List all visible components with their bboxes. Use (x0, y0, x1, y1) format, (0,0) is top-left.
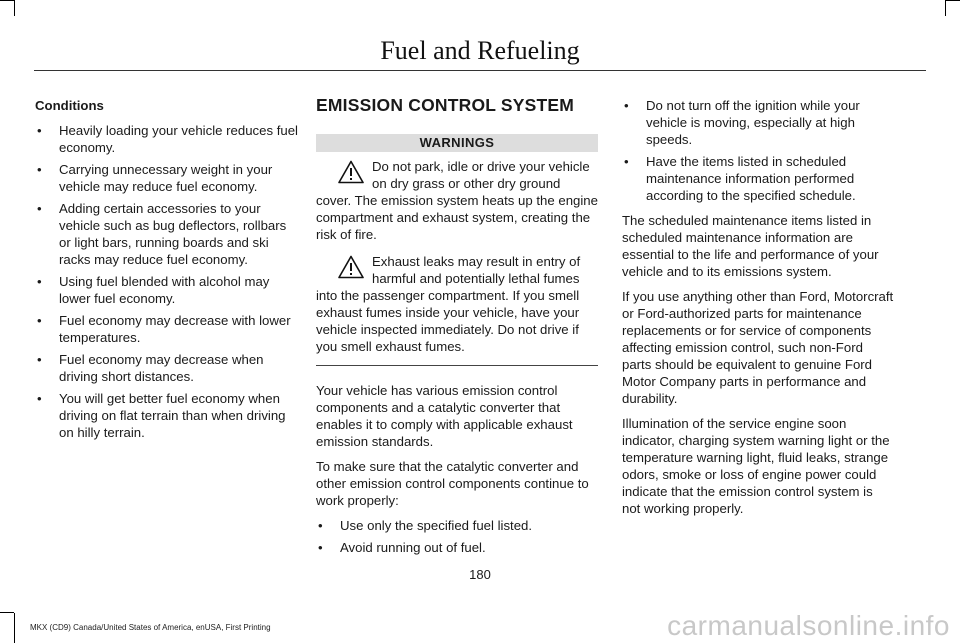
paragraph: Your vehicle has various emission control components and a catalytic converter that enables it to comply with applicable exhaust emission standards. (316, 383, 573, 449)
list-item: • Fuel economy may decrease when driving short distances. (35, 351, 299, 385)
warning-triangle-icon (338, 255, 364, 279)
list-item: • Have the items listed in scheduled maintenance information performed according to the specified schedule. (622, 153, 894, 204)
paragraph: The scheduled maintenance items listed in scheduled maintenance information are essential to the life and performance of your vehicle and to its emissions system. (622, 213, 879, 279)
footer-text: MKX (CD9) Canada/United States of America, enUSA, First Printing (30, 623, 271, 632)
list-item: • You will get better fuel economy when driving on flat terrain than when driving on hilly terrain. (35, 390, 299, 441)
page-title: Fuel and Refueling (380, 36, 580, 65)
paragraph: Illumination of the service engine soon indicator, charging system warning light or the temperature warning light, fluid leaks, strange odors, smoke or loss of engine power could indicate that the emission control system is not working properly. (622, 416, 890, 516)
crop-mark (945, 0, 946, 16)
warning-block (316, 158, 598, 243)
list-item: • Do not turn off the ignition while your vehicle is moving, especially at high speeds. (622, 97, 894, 148)
conditions-heading: Conditions (35, 98, 104, 113)
warning-block (316, 253, 598, 355)
emission-column (316, 97, 598, 561)
conditions-list (35, 122, 299, 441)
bullet-list (316, 517, 598, 556)
watermark: carmanualsonline.info (667, 610, 950, 641)
warning-text: Do not park, idle or drive your vehicle on dry grass or other dry ground cover. The emission system heats up the engine compartment and exhaust system, creating the risk of fire. (316, 159, 598, 242)
paragraph: If you use anything other than Ford, Motorcraft or Ford-authorized parts for maintenance replacements or for service of components affecting emission control, such non-Ford parts should be equivalent to genuine Ford Motor Company parts in performance and durability. (622, 289, 894, 406)
list-item: • Avoid running out of fuel. (316, 539, 598, 556)
list-item: • Carrying unnecessary weight in your vehicle may reduce fuel economy. (35, 161, 299, 195)
warnings-divider (316, 365, 598, 366)
emission-continued-column (622, 97, 894, 525)
page-number: 180 (469, 567, 491, 582)
list-item: • Using fuel blended with alcohol may lower fuel economy. (35, 273, 299, 307)
warnings-header: WARNINGS (316, 134, 598, 152)
header-divider (34, 70, 926, 71)
crop-mark (14, 0, 15, 16)
crop-mark (946, 0, 960, 1)
bullet-list (622, 97, 894, 204)
conditions-column (35, 97, 299, 446)
list-item: • Use only the specified fuel listed. (316, 517, 598, 534)
crop-mark (14, 613, 15, 643)
warning-text: Exhaust leaks may result in entry of harmful and potentially lethal fumes into the passenger compartment. If you smell exhaust fumes inside your vehicle, have your vehicle inspected immediately. Do not drive if you smell exhaust fumes. (316, 254, 581, 354)
list-item: • Heavily loading your vehicle reduces fuel economy. (35, 122, 299, 156)
crop-mark (0, 0, 14, 1)
list-item: • Adding certain accessories to your vehicle such as bug deflectors, rollbars or light bars, running boards and ski racks may reduce fuel economy. (35, 200, 299, 268)
list-item: • Fuel economy may decrease with lower temperatures. (35, 312, 299, 346)
section-heading: EMISSION CONTROL SYSTEM (316, 95, 575, 115)
crop-mark (0, 612, 14, 613)
paragraph: To make sure that the catalytic converter and other emission control components continue to work properly: (316, 459, 589, 508)
warning-triangle-icon (338, 160, 364, 184)
